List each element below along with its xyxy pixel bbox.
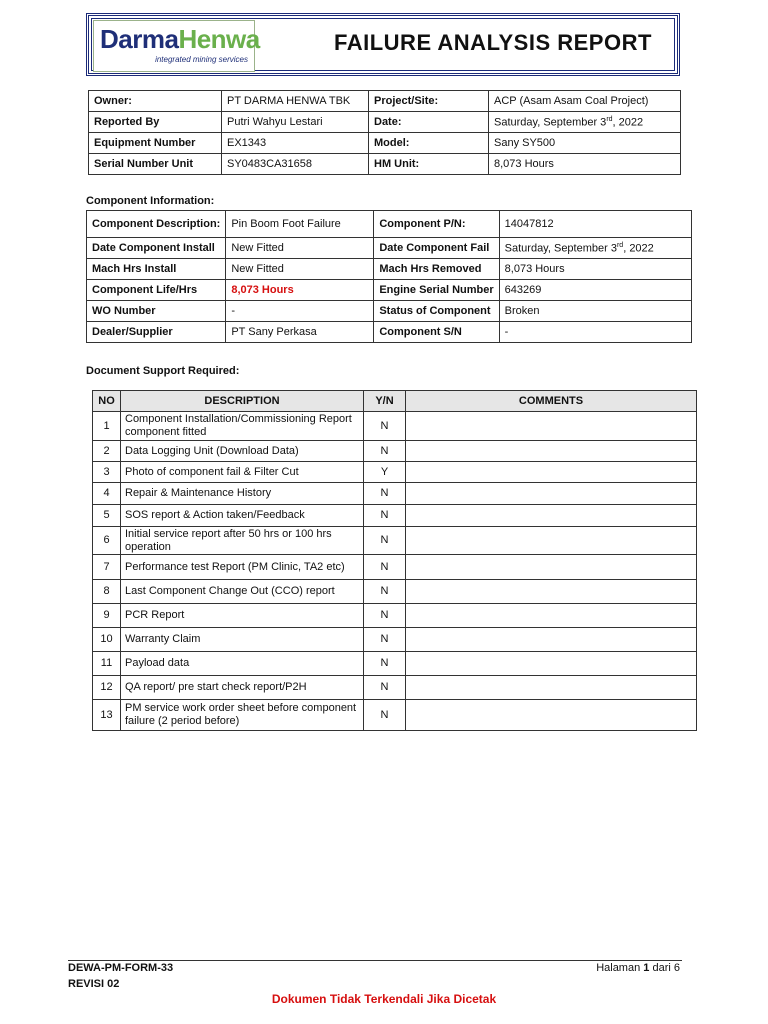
table-row <box>87 322 692 343</box>
owner-label: Owner: <box>89 91 222 112</box>
mach-hrs-install-label: Mach Hrs Install <box>87 259 226 280</box>
equipment-number-value: EX1343 <box>222 133 369 154</box>
date-value: Saturday, September 3rd, 2022 <box>489 112 681 133</box>
table-row <box>93 652 697 676</box>
doc-description-cell: PM service work order sheet before component failure (2 period before) <box>121 700 364 731</box>
doc-comment-cell <box>406 483 697 505</box>
doc-comment-cell <box>406 555 697 580</box>
company-logo <box>93 20 260 72</box>
doc-comment-cell <box>406 580 697 604</box>
page-number: 1 <box>643 962 650 974</box>
column-header-description: DESCRIPTION <box>121 391 364 412</box>
engine-serial-value: 643269 <box>499 280 691 301</box>
table-row <box>93 527 697 555</box>
hm-unit-value: 8,073 Hours <box>489 154 681 175</box>
table-row <box>89 154 681 175</box>
component-life-value: 8,073 Hours <box>226 280 374 301</box>
doc-comment-cell <box>406 628 697 652</box>
component-info-table <box>86 210 692 343</box>
mach-hrs-removed-value: 8,073 Hours <box>499 259 691 280</box>
doc-yn-cell: N <box>364 580 406 604</box>
mach-hrs-install-value: New Fitted <box>226 259 374 280</box>
doc-yn-cell: N <box>364 700 406 731</box>
doc-no-cell: 6 <box>93 527 121 555</box>
date-fail-label: Date Component Fail <box>374 238 499 259</box>
doc-no-cell: 7 <box>93 555 121 580</box>
doc-yn-cell: N <box>364 555 406 580</box>
table-row <box>93 505 697 527</box>
doc-no-cell: 5 <box>93 505 121 527</box>
table-row <box>89 133 681 154</box>
doc-comment-cell <box>406 441 697 462</box>
table-row <box>93 462 697 483</box>
doc-yn-cell: N <box>364 505 406 527</box>
dealer-supplier-label: Dealer/Supplier <box>87 322 226 343</box>
serial-number-label: Serial Number Unit <box>89 154 222 175</box>
dealer-supplier-value: PT Sany Perkasa <box>226 322 374 343</box>
doc-description-cell: SOS report & Action taken/Feedback <box>121 505 364 527</box>
doc-no-cell: 12 <box>93 676 121 700</box>
page-label: Halaman <box>596 962 641 974</box>
owner-value: PT DARMA HENWA TBK <box>222 91 369 112</box>
date-install-label: Date Component Install <box>87 238 226 259</box>
hm-unit-label: HM Unit: <box>369 154 489 175</box>
doc-comment-cell <box>406 412 697 441</box>
column-header-yn: Y/N <box>364 391 406 412</box>
table-row <box>93 555 697 580</box>
doc-yn-cell: Y <box>364 462 406 483</box>
revision: REVISI 02 <box>68 978 120 990</box>
table-row <box>87 280 692 301</box>
doc-comment-cell <box>406 462 697 483</box>
status-component-label: Status of Component <box>374 301 499 322</box>
table-row <box>93 483 697 505</box>
doc-description-cell: Warranty Claim <box>121 628 364 652</box>
doc-comment-cell <box>406 676 697 700</box>
logo-primary: Darma <box>100 24 179 54</box>
doc-no-cell: 13 <box>93 700 121 731</box>
doc-description-cell: Performance test Report (PM Clinic, TA2 etc) <box>121 555 364 580</box>
component-pn-label: Component P/N: <box>374 211 499 238</box>
component-pn-value: 14047812 <box>499 211 691 238</box>
wo-number-value: - <box>226 301 374 322</box>
table-header-row <box>93 391 697 412</box>
doc-no-cell: 4 <box>93 483 121 505</box>
date-label: Date: <box>369 112 489 133</box>
project-site-value: ACP (Asam Asam Coal Project) <box>489 91 681 112</box>
doc-description-cell: Component Installation/Commissioning Report component fitted <box>121 412 364 441</box>
component-sn-value: - <box>499 322 691 343</box>
table-row <box>93 628 697 652</box>
table-row <box>87 301 692 322</box>
component-life-label: Component Life/Hrs <box>87 280 226 301</box>
doc-no-cell: 9 <box>93 604 121 628</box>
wo-number-label: WO Number <box>87 301 226 322</box>
component-sn-label: Component S/N <box>374 322 499 343</box>
doc-description-cell: Payload data <box>121 652 364 676</box>
component-description-label: Component Description: <box>87 211 226 238</box>
doc-no-cell: 8 <box>93 580 121 604</box>
engine-serial-label: Engine Serial Number <box>374 280 499 301</box>
table-row <box>93 604 697 628</box>
doc-yn-cell: N <box>364 527 406 555</box>
document-support-table <box>92 390 697 731</box>
doc-no-cell: 3 <box>93 462 121 483</box>
doc-description-cell: Last Component Change Out (CCO) report <box>121 580 364 604</box>
date-install-value: New Fitted <box>226 238 374 259</box>
table-row <box>89 112 681 133</box>
page-indicator <box>596 962 680 974</box>
component-description-value: Pin Boom Foot Failure <box>226 211 374 238</box>
doc-comment-cell <box>406 505 697 527</box>
footer-divider <box>68 960 682 961</box>
page-suffix: dari 6 <box>652 962 680 974</box>
model-value: Sany SY500 <box>489 133 681 154</box>
doc-yn-cell: N <box>364 652 406 676</box>
doc-description-cell: PCR Report <box>121 604 364 628</box>
column-header-no: NO <box>93 391 121 412</box>
doc-yn-cell: N <box>364 483 406 505</box>
date-fail-value: Saturday, September 3rd, 2022 <box>499 238 691 259</box>
doc-comment-cell <box>406 652 697 676</box>
mach-hrs-removed-label: Mach Hrs Removed <box>374 259 499 280</box>
doc-description-cell: Repair & Maintenance History <box>121 483 364 505</box>
table-row <box>93 580 697 604</box>
doc-no-cell: 2 <box>93 441 121 462</box>
model-label: Model: <box>369 133 489 154</box>
table-row <box>93 700 697 731</box>
serial-number-value: SY0483CA31658 <box>222 154 369 175</box>
project-site-label: Project/Site: <box>369 91 489 112</box>
report-title: FAILURE ANALYSIS REPORT <box>334 30 652 55</box>
reported-by-label: Reported By <box>89 112 222 133</box>
table-row <box>87 259 692 280</box>
doc-comment-cell <box>406 604 697 628</box>
doc-yn-cell: N <box>364 604 406 628</box>
doc-description-cell: QA report/ pre start check report/P2H <box>121 676 364 700</box>
table-row <box>93 441 697 462</box>
doc-yn-cell: N <box>364 628 406 652</box>
uncontrolled-document-notice: Dokumen Tidak Terkendali Jika Dicetak <box>271 992 497 1006</box>
doc-no-cell: 10 <box>93 628 121 652</box>
status-component-value: Broken <box>499 301 691 322</box>
form-code: DEWA-PM-FORM-33 <box>68 962 174 974</box>
doc-description-cell: Photo of component fail & Filter Cut <box>121 462 364 483</box>
doc-no-cell: 11 <box>93 652 121 676</box>
table-row <box>87 211 692 238</box>
table-row <box>87 238 692 259</box>
doc-yn-cell: N <box>364 441 406 462</box>
column-header-comments: COMMENTS <box>406 391 697 412</box>
table-row <box>89 91 681 112</box>
logo-tagline: integrated mining services <box>155 55 248 64</box>
reported-by-value: Putri Wahyu Lestari <box>222 112 369 133</box>
logo-secondary: Henwa <box>178 24 260 54</box>
general-info-table <box>88 90 681 175</box>
component-info-heading: Component Information: <box>86 195 215 207</box>
doc-yn-cell: N <box>364 412 406 441</box>
doc-no-cell: 1 <box>93 412 121 441</box>
table-row <box>93 676 697 700</box>
doc-description-cell: Initial service report after 50 hrs or 100 hrs operation <box>121 527 364 555</box>
document-support-heading: Document Support Required: <box>86 365 240 377</box>
table-row <box>93 412 697 441</box>
doc-comment-cell <box>406 527 697 555</box>
doc-comment-cell <box>406 700 697 731</box>
doc-yn-cell: N <box>364 676 406 700</box>
equipment-number-label: Equipment Number <box>89 133 222 154</box>
doc-description-cell: Data Logging Unit (Download Data) <box>121 441 364 462</box>
